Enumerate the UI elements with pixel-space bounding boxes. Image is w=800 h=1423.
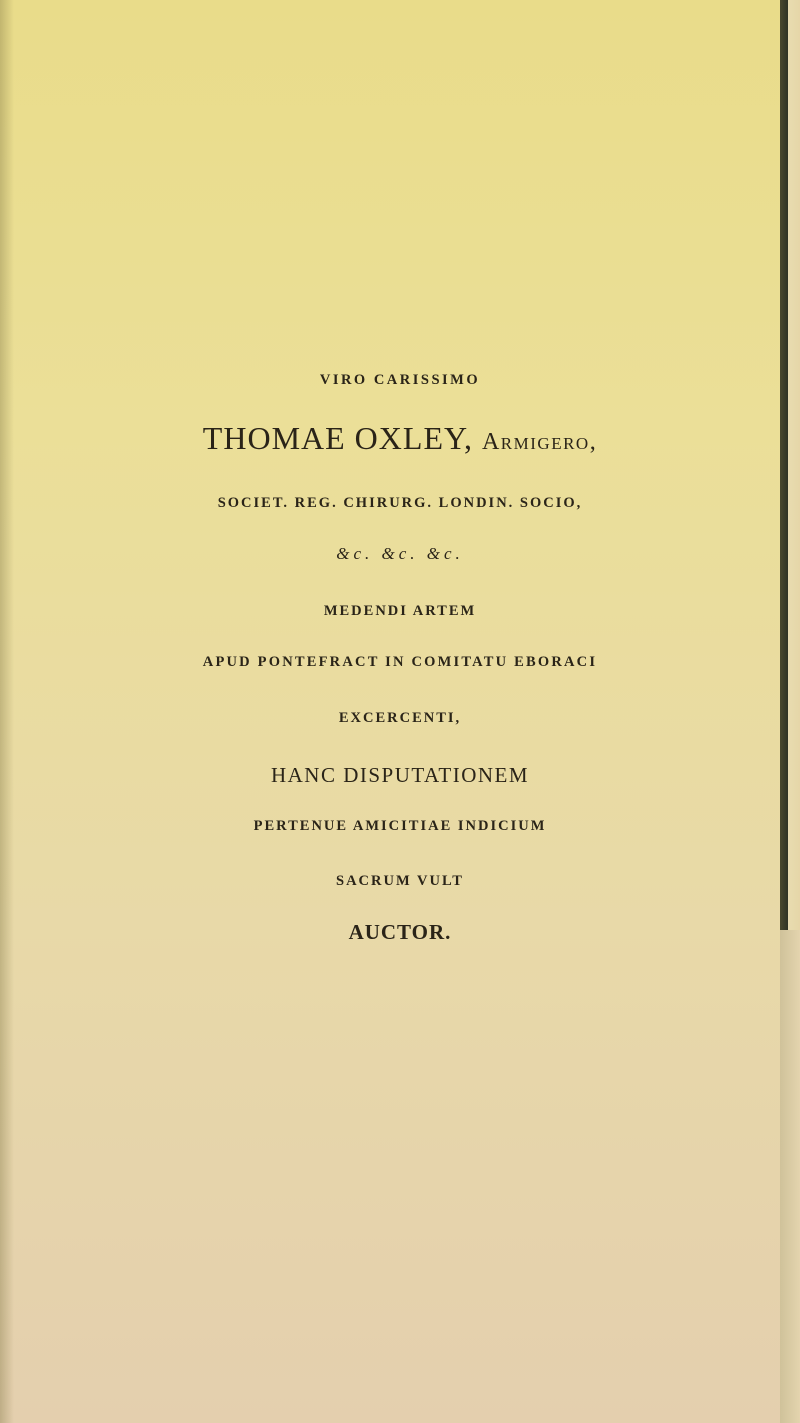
dedication-line-hanc: HANC DISPUTATIONEM	[270, 763, 530, 787]
dedication-line-etc: &c. &c. &c.	[336, 544, 464, 563]
dedication-line-societ: SOCIET. REG. CHIRURG. LONDIN. SOCIO,	[217, 495, 583, 511]
dedicatee-title: Armigero,	[481, 429, 598, 455]
dedication-signature: AUCTOR.	[348, 920, 452, 944]
dedication-line-viro: VIRO CARISSIMO	[319, 372, 481, 388]
dedicatee-name: THOMAE OXLEY,	[202, 420, 473, 456]
dedication-line-pertenue: PERTENUE AMICITIAE INDICIUM	[253, 818, 547, 834]
dedication-line-medendi: MEDENDI ARTEM	[323, 603, 477, 619]
dedication-line-apud: APUD PONTEFRACT IN COMITATU EBORACI	[202, 654, 598, 670]
dedicatee-name-line	[0, 420, 800, 457]
dedication-line-sacrum: SACRUM VULT	[336, 873, 464, 889]
dedication-line-excercenti: EXCERCENTI,	[338, 710, 462, 726]
